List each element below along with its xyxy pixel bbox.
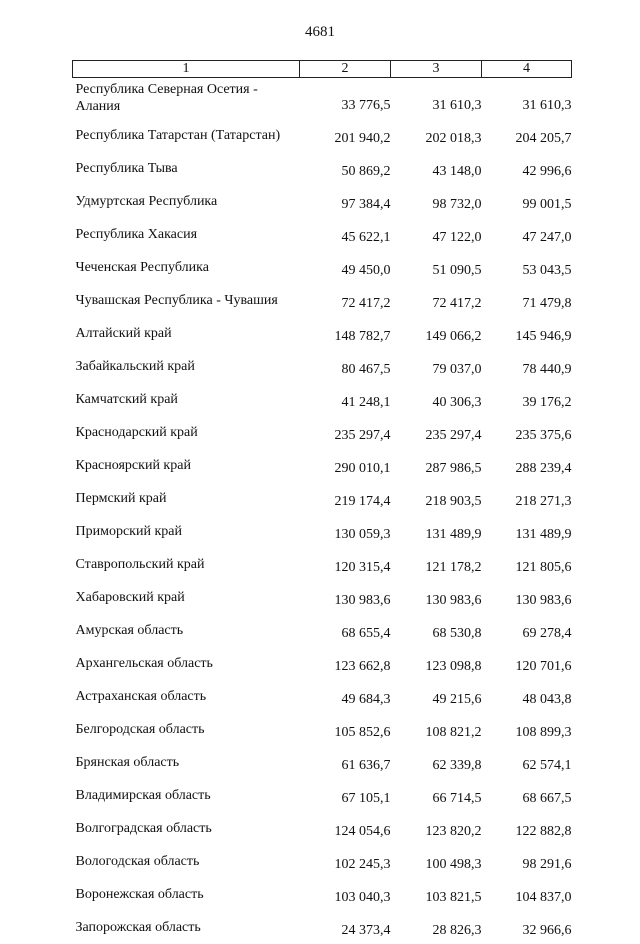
value-column-4: 288 239,4 bbox=[482, 449, 572, 482]
value-column-2: 201 940,2 bbox=[300, 119, 391, 152]
value-column-3: 131 489,9 bbox=[391, 515, 482, 548]
value-column-4: 69 278,4 bbox=[482, 614, 572, 647]
region-name-line: Приморский край bbox=[76, 523, 300, 540]
region-name bbox=[73, 779, 300, 812]
table-row bbox=[73, 779, 572, 812]
region-name bbox=[73, 251, 300, 284]
table-row bbox=[73, 416, 572, 449]
table-row bbox=[73, 152, 572, 185]
column-header-3: 3 bbox=[391, 61, 482, 78]
region-name-line: Республика Хакасия bbox=[76, 226, 300, 243]
value-column-4: 53 043,5 bbox=[482, 251, 572, 284]
region-name bbox=[73, 548, 300, 581]
region-name-line: Забайкальский край bbox=[76, 358, 300, 375]
region-name-line: Республика Северная Осетия - bbox=[76, 81, 300, 98]
region-name-line: Брянская область bbox=[76, 754, 300, 771]
region-name bbox=[73, 713, 300, 746]
value-column-3: 66 714,5 bbox=[391, 779, 482, 812]
value-column-3: 287 986,5 bbox=[391, 449, 482, 482]
value-column-4: 48 043,8 bbox=[482, 680, 572, 713]
table-header-row bbox=[73, 61, 572, 78]
table-body bbox=[73, 78, 572, 944]
value-column-4: 131 489,9 bbox=[482, 515, 572, 548]
value-column-3: 218 903,5 bbox=[391, 482, 482, 515]
value-column-2: 130 059,3 bbox=[300, 515, 391, 548]
value-column-2: 45 622,1 bbox=[300, 218, 391, 251]
value-column-2: 61 636,7 bbox=[300, 746, 391, 779]
region-name bbox=[73, 383, 300, 416]
value-column-4: 78 440,9 bbox=[482, 350, 572, 383]
region-name-line: Волгоградская область bbox=[76, 820, 300, 837]
region-name bbox=[73, 515, 300, 548]
value-column-2: 80 467,5 bbox=[300, 350, 391, 383]
value-column-4: 108 899,3 bbox=[482, 713, 572, 746]
region-name-line: Республика Татарстан (Татарстан) bbox=[76, 127, 300, 144]
value-column-4: 98 291,6 bbox=[482, 845, 572, 878]
region-name-line: Амурская область bbox=[76, 622, 300, 639]
value-column-3: 123 098,8 bbox=[391, 647, 482, 680]
value-column-2: 102 245,3 bbox=[300, 845, 391, 878]
region-name-line: Запорожская область bbox=[76, 919, 300, 936]
table-row bbox=[73, 350, 572, 383]
region-name bbox=[73, 845, 300, 878]
region-name-line: Пермский край bbox=[76, 490, 300, 507]
value-column-2: 49 450,0 bbox=[300, 251, 391, 284]
value-column-4: 32 966,6 bbox=[482, 911, 572, 944]
region-name-line: Красноярский край bbox=[76, 457, 300, 474]
value-column-4: 122 882,8 bbox=[482, 812, 572, 845]
table-row bbox=[73, 185, 572, 218]
value-column-4: 39 176,2 bbox=[482, 383, 572, 416]
value-column-3: 103 821,5 bbox=[391, 878, 482, 911]
value-column-3: 28 826,3 bbox=[391, 911, 482, 944]
value-column-4: 130 983,6 bbox=[482, 581, 572, 614]
value-column-2: 49 684,3 bbox=[300, 680, 391, 713]
region-name bbox=[73, 317, 300, 350]
value-column-3: 130 983,6 bbox=[391, 581, 482, 614]
value-column-2: 130 983,6 bbox=[300, 581, 391, 614]
value-column-4: 121 805,6 bbox=[482, 548, 572, 581]
region-name bbox=[73, 581, 300, 614]
value-column-2: 97 384,4 bbox=[300, 185, 391, 218]
region-name bbox=[73, 284, 300, 317]
region-name bbox=[73, 449, 300, 482]
value-column-2: 103 040,3 bbox=[300, 878, 391, 911]
region-name-line: Белгородская область bbox=[76, 721, 300, 738]
value-column-2: 235 297,4 bbox=[300, 416, 391, 449]
table-row bbox=[73, 581, 572, 614]
table-row bbox=[73, 713, 572, 746]
region-name-line: Камчатский край bbox=[76, 391, 300, 408]
region-name bbox=[73, 647, 300, 680]
value-column-3: 72 417,2 bbox=[391, 284, 482, 317]
table-row bbox=[73, 317, 572, 350]
region-name-line: Краснодарский край bbox=[76, 424, 300, 441]
value-column-2: 105 852,6 bbox=[300, 713, 391, 746]
region-name bbox=[73, 680, 300, 713]
table-row bbox=[73, 812, 572, 845]
region-name bbox=[73, 416, 300, 449]
value-column-3: 43 148,0 bbox=[391, 152, 482, 185]
value-column-4: 62 574,1 bbox=[482, 746, 572, 779]
region-name bbox=[73, 812, 300, 845]
value-column-2: 41 248,1 bbox=[300, 383, 391, 416]
value-column-3: 40 306,3 bbox=[391, 383, 482, 416]
region-name-line: Чувашская Республика - Чувашия bbox=[76, 292, 300, 309]
value-column-3: 31 610,3 bbox=[391, 78, 482, 120]
region-name bbox=[73, 746, 300, 779]
table-row bbox=[73, 284, 572, 317]
value-column-4: 145 946,9 bbox=[482, 317, 572, 350]
value-column-3: 149 066,2 bbox=[391, 317, 482, 350]
value-column-3: 62 339,8 bbox=[391, 746, 482, 779]
column-header-2: 2 bbox=[300, 61, 391, 78]
value-column-2: 33 776,5 bbox=[300, 78, 391, 120]
value-column-3: 47 122,0 bbox=[391, 218, 482, 251]
region-name bbox=[73, 350, 300, 383]
region-name bbox=[73, 911, 300, 944]
value-column-3: 98 732,0 bbox=[391, 185, 482, 218]
region-name-line: Владимирская область bbox=[76, 787, 300, 804]
table-row bbox=[73, 515, 572, 548]
value-column-3: 123 820,2 bbox=[391, 812, 482, 845]
value-column-4: 104 837,0 bbox=[482, 878, 572, 911]
value-column-4: 120 701,6 bbox=[482, 647, 572, 680]
table-row bbox=[73, 845, 572, 878]
value-column-2: 123 662,8 bbox=[300, 647, 391, 680]
region-name-line: Архангельская область bbox=[76, 655, 300, 672]
value-column-4: 31 610,3 bbox=[482, 78, 572, 120]
value-column-4: 218 271,3 bbox=[482, 482, 572, 515]
region-name bbox=[73, 878, 300, 911]
data-table bbox=[72, 60, 572, 944]
table-row bbox=[73, 78, 572, 120]
value-column-3: 108 821,2 bbox=[391, 713, 482, 746]
region-name-line: Алания bbox=[76, 98, 300, 115]
table-row bbox=[73, 383, 572, 416]
value-column-2: 124 054,6 bbox=[300, 812, 391, 845]
table-row bbox=[73, 878, 572, 911]
region-name-line: Воронежская область bbox=[76, 886, 300, 903]
value-column-2: 148 782,7 bbox=[300, 317, 391, 350]
table-row bbox=[73, 911, 572, 944]
table-row bbox=[73, 482, 572, 515]
table-row bbox=[73, 647, 572, 680]
region-name-line: Алтайский край bbox=[76, 325, 300, 342]
region-name-line: Чеченская Республика bbox=[76, 259, 300, 276]
table-row bbox=[73, 614, 572, 647]
region-name bbox=[73, 218, 300, 251]
value-column-3: 79 037,0 bbox=[391, 350, 482, 383]
value-column-2: 24 373,4 bbox=[300, 911, 391, 944]
region-name-line: Удмуртская Республика bbox=[76, 193, 300, 210]
value-column-3: 202 018,3 bbox=[391, 119, 482, 152]
value-column-2: 120 315,4 bbox=[300, 548, 391, 581]
page-number: 4681 bbox=[0, 24, 640, 41]
region-name-line: Вологодская область bbox=[76, 853, 300, 870]
value-column-3: 100 498,3 bbox=[391, 845, 482, 878]
value-column-2: 50 869,2 bbox=[300, 152, 391, 185]
column-header-4: 4 bbox=[482, 61, 572, 78]
value-column-2: 67 105,1 bbox=[300, 779, 391, 812]
region-name-line: Республика Тыва bbox=[76, 160, 300, 177]
value-column-2: 290 010,1 bbox=[300, 449, 391, 482]
region-name bbox=[73, 78, 300, 120]
column-header-1: 1 bbox=[73, 61, 300, 78]
value-column-4: 204 205,7 bbox=[482, 119, 572, 152]
value-column-2: 68 655,4 bbox=[300, 614, 391, 647]
region-name bbox=[73, 482, 300, 515]
table-row bbox=[73, 449, 572, 482]
value-column-4: 99 001,5 bbox=[482, 185, 572, 218]
value-column-4: 47 247,0 bbox=[482, 218, 572, 251]
table-row bbox=[73, 119, 572, 152]
value-column-3: 49 215,6 bbox=[391, 680, 482, 713]
region-name-line: Астраханская область bbox=[76, 688, 300, 705]
value-column-4: 42 996,6 bbox=[482, 152, 572, 185]
region-name-line: Хабаровский край bbox=[76, 589, 300, 606]
region-name bbox=[73, 614, 300, 647]
value-column-2: 219 174,4 bbox=[300, 482, 391, 515]
table-row bbox=[73, 746, 572, 779]
value-column-3: 68 530,8 bbox=[391, 614, 482, 647]
value-column-4: 71 479,8 bbox=[482, 284, 572, 317]
value-column-4: 68 667,5 bbox=[482, 779, 572, 812]
value-column-4: 235 375,6 bbox=[482, 416, 572, 449]
region-name bbox=[73, 119, 300, 152]
table-row bbox=[73, 218, 572, 251]
value-column-2: 72 417,2 bbox=[300, 284, 391, 317]
value-column-3: 51 090,5 bbox=[391, 251, 482, 284]
table-row bbox=[73, 251, 572, 284]
region-name bbox=[73, 152, 300, 185]
value-column-3: 235 297,4 bbox=[391, 416, 482, 449]
table-row bbox=[73, 680, 572, 713]
region-name bbox=[73, 185, 300, 218]
value-column-3: 121 178,2 bbox=[391, 548, 482, 581]
table-row bbox=[73, 548, 572, 581]
region-name-line: Ставропольский край bbox=[76, 556, 300, 573]
